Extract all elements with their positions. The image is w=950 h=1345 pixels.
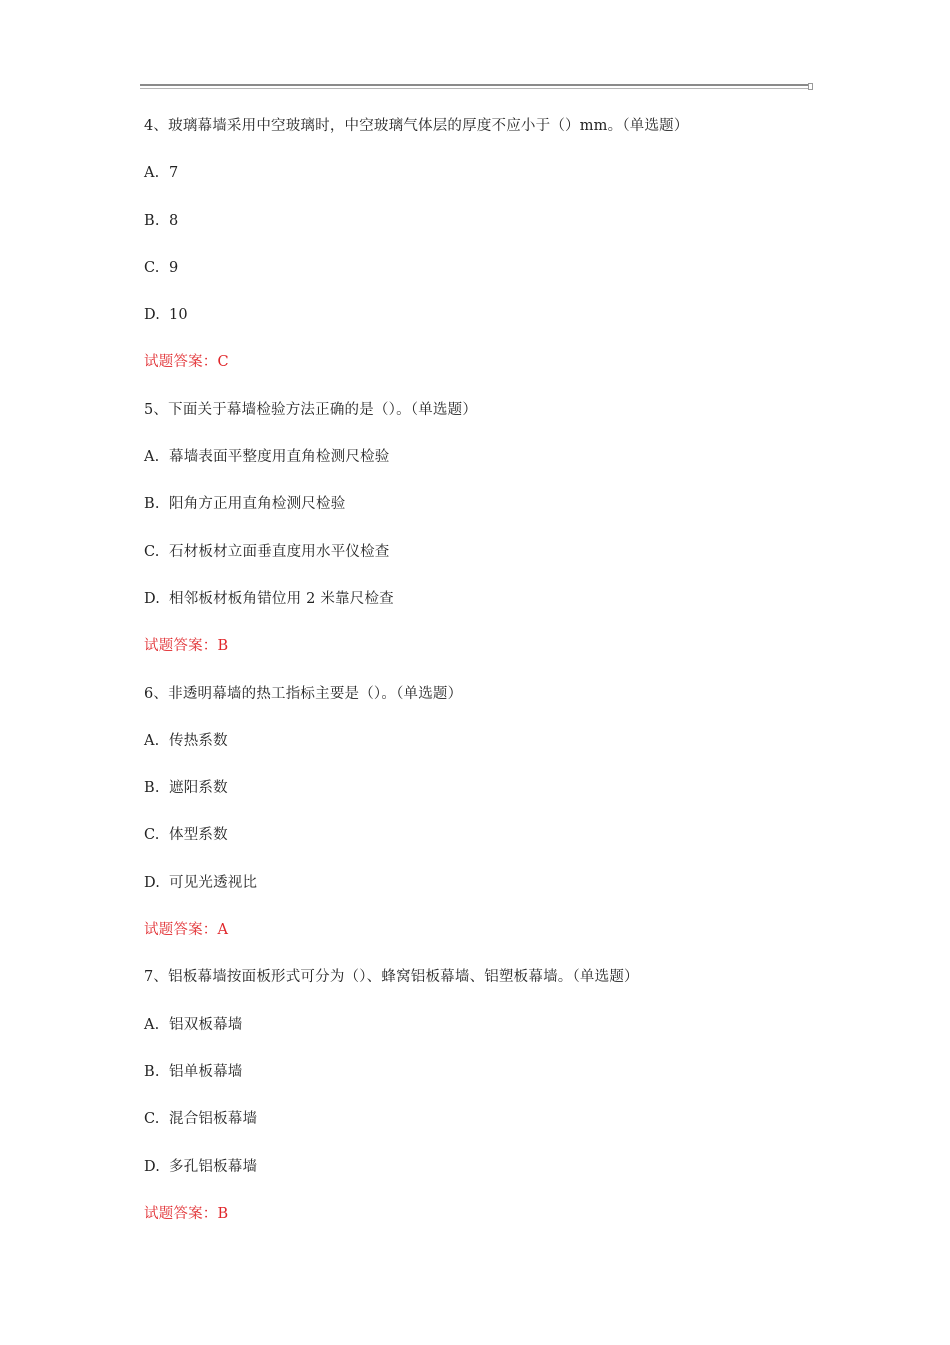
option-text: 铝双板幕墙 xyxy=(169,1016,243,1033)
option-b xyxy=(144,776,824,823)
option-c xyxy=(144,823,824,870)
answer-text: 试题答案：B xyxy=(144,638,229,655)
option-a xyxy=(144,161,824,208)
option-text: 相邻板材板角错位用 2 米靠尺检查 xyxy=(169,590,394,607)
option-b xyxy=(144,209,824,256)
option-letter: C. xyxy=(144,1111,160,1128)
option-letter: C. xyxy=(144,543,160,560)
option-text: 体型系数 xyxy=(169,827,228,844)
option-d xyxy=(144,303,824,350)
option-a xyxy=(144,1013,824,1060)
option-text: 混合铝板幕墙 xyxy=(169,1111,258,1128)
option-text: 遮阳系数 xyxy=(169,780,228,797)
question-5 xyxy=(144,398,824,682)
option-letter: B. xyxy=(144,1063,160,1080)
header-rule xyxy=(140,84,812,89)
option-letter: D. xyxy=(144,307,161,324)
option-letter: B. xyxy=(144,212,160,229)
option-d xyxy=(144,871,824,918)
question-stem: 6、非透明幕墙的热工指标主要是（）。（单选题） xyxy=(144,685,463,702)
option-b xyxy=(144,492,824,539)
option-letter: C. xyxy=(144,827,160,844)
option-text: 铝单板幕墙 xyxy=(169,1063,243,1080)
option-c xyxy=(144,256,824,303)
question-7 xyxy=(144,965,824,1249)
option-letter: D. xyxy=(144,590,161,607)
option-letter: A. xyxy=(144,732,160,749)
option-letter: A. xyxy=(144,449,160,466)
answer-text: 试题答案：C xyxy=(144,354,229,371)
option-text: 多孔铝板幕墙 xyxy=(169,1158,258,1175)
option-letter: A. xyxy=(144,1016,160,1033)
question-6 xyxy=(144,682,824,966)
option-text: 10 xyxy=(169,307,188,324)
option-letter: D. xyxy=(144,1158,161,1175)
option-text: 可见光透视比 xyxy=(169,874,258,891)
question-stem: 4、玻璃幕墙采用中空玻璃时，中空玻璃气体层的厚度不应小于（）mm。（单选题） xyxy=(144,118,689,134)
answer-text: 试题答案：B xyxy=(144,1205,229,1222)
option-b xyxy=(144,1060,824,1107)
option-text: 7 xyxy=(169,165,179,182)
question-stem: 5、下面关于幕墙检验方法正确的是（）。（单选题） xyxy=(144,401,478,418)
option-letter: D. xyxy=(144,874,161,891)
question-4 xyxy=(144,114,824,398)
option-c xyxy=(144,540,824,587)
option-letter: C. xyxy=(144,259,160,276)
option-text: 阳角方正用直角检测尺检验 xyxy=(169,496,346,513)
option-text: 石材板材立面垂直度用水平仪检查 xyxy=(169,543,390,560)
option-letter: A. xyxy=(144,165,160,182)
option-text: 幕墙表面平整度用直角检测尺检验 xyxy=(169,449,390,466)
option-text: 9 xyxy=(169,259,179,276)
option-d xyxy=(144,587,824,634)
option-a xyxy=(144,445,824,492)
answer-text: 试题答案：A xyxy=(144,922,229,939)
option-letter: B. xyxy=(144,496,160,513)
option-letter: B. xyxy=(144,780,160,797)
question-stem: 7、铝板幕墙按面板形式可分为（）、蜂窝铝板幕墙、铝塑板幕墙。（单选题） xyxy=(144,969,639,986)
option-a xyxy=(144,729,824,776)
option-c xyxy=(144,1107,824,1154)
option-d xyxy=(144,1155,824,1202)
question-list xyxy=(144,114,824,1249)
option-text: 传热系数 xyxy=(169,732,228,749)
option-text: 8 xyxy=(169,212,179,229)
